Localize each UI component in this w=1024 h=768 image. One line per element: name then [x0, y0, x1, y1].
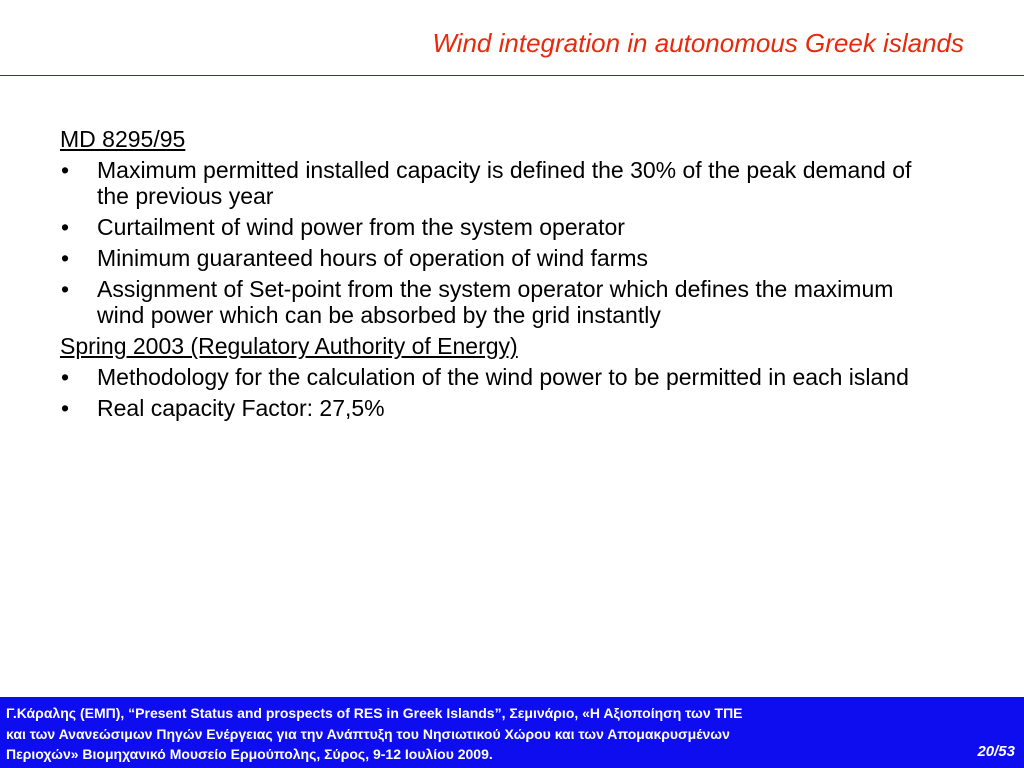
bullet-list — [60, 364, 960, 421]
slide-content — [60, 126, 960, 426]
section-heading: MD 8295/95 — [60, 126, 186, 152]
bullet-item — [60, 395, 927, 421]
footer-bar — [0, 697, 1024, 768]
bullet-item — [60, 214, 927, 240]
bullet-text: Assignment of Set-point from the system operator which defines the maximum wind power which can be absorbed by the grid instantly — [97, 276, 894, 328]
bullet-text: Maximum permitted installed capacity is defined the 30% of the peak demand of the previous year — [97, 157, 912, 209]
slide-title: Wind integration in autonomous Greek islands — [432, 28, 964, 58]
bullet-icon: • — [61, 245, 70, 271]
title-divider — [0, 75, 1024, 76]
bullet-text: Real capacity Factor: 27,5% — [97, 395, 385, 421]
bullet-list — [60, 157, 960, 328]
section-spring-2003 — [60, 333, 960, 421]
bullet-item — [60, 245, 927, 271]
bullet-text: Curtailment of wind power from the system operator — [97, 214, 625, 240]
bullet-text: Minimum guaranteed hours of operation of wind farms — [97, 245, 649, 271]
section-heading: Spring 2003 (Regulatory Authority of Energy) — [60, 333, 518, 359]
section-md-8295 — [60, 126, 960, 328]
citation-line: Γ.Κάραλης (ΕΜΠ), “Present Status and prospects of RES in Greek Islands”, Σεμινάριο, «Η Αξιοποίηση των ΤΠΕ — [6, 705, 743, 721]
footer-citation — [6, 703, 956, 765]
bullet-text: Methodology for the calculation of the wind power to be permitted in each island — [97, 364, 909, 390]
bullet-item — [60, 276, 927, 328]
citation-line: και των Ανανεώσιμων Πηγών Ενέργειας για την Ανάπτυξη του Νησιωτικού Χώρου και των Απομακρυσμένων — [6, 725, 730, 742]
bullet-item — [60, 364, 927, 390]
bullet-icon: • — [61, 157, 70, 183]
bullet-icon: • — [61, 364, 70, 390]
page-number: 20/53 — [977, 743, 1015, 760]
bullet-icon: • — [61, 395, 70, 421]
bullet-item — [60, 157, 927, 209]
citation-line: Περιοχών» Βιομηχανικό Μουσείο Ερμούπολης, Σύρος, 9-12 Ιουλίου 2009. — [6, 746, 493, 762]
bullet-icon: • — [61, 276, 70, 302]
bullet-icon: • — [61, 214, 70, 240]
